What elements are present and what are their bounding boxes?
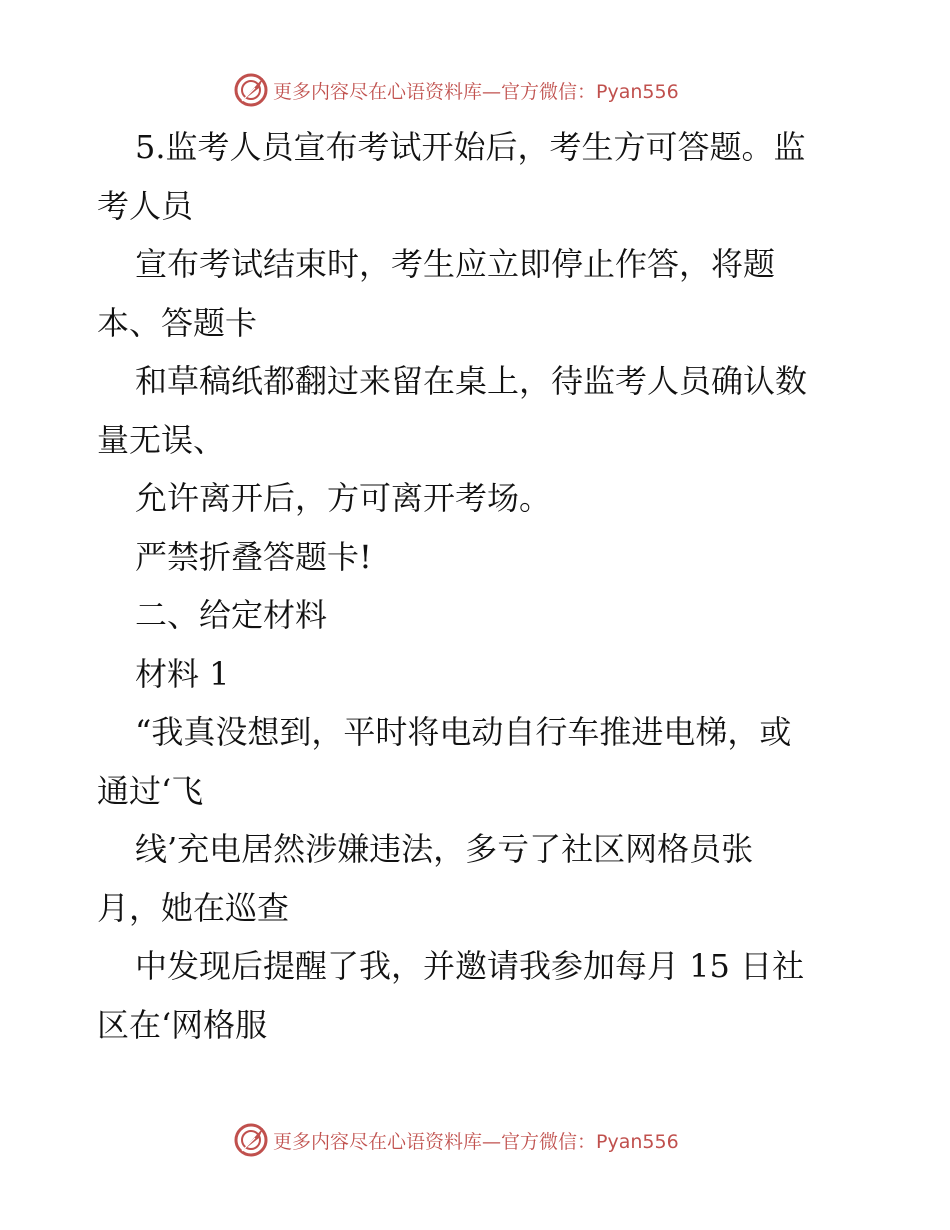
text-line: 量无误、: [97, 420, 226, 459]
text-line: 本、答题卡: [97, 303, 258, 342]
watermark-text: 更多内容尽在心语资料库—: [273, 1130, 502, 1153]
text-line: 严禁折叠答题卡!: [135, 537, 372, 576]
watermark-wechat: 官方微信：Pyan556: [501, 1130, 679, 1153]
text-line: 中发现后提醒了我，并邀请我参加每月 15 日社: [135, 947, 805, 985]
text-line: 线’充电居然涉嫌违法，多亏了社区网格员张: [135, 830, 754, 868]
watermark-header: [233, 72, 679, 108]
quill-logo-icon: [233, 1122, 269, 1158]
watermark-wechat: 官方微信：Pyan556: [501, 80, 679, 103]
text-line: 宣布考试结束时，考生应立即停止作答，将题: [135, 245, 776, 283]
text-line: 材料 1: [135, 654, 230, 693]
text-line: 二、给定材料: [135, 596, 328, 634]
watermark-text: 更多内容尽在心语资料库—: [273, 80, 502, 103]
text-line: 通过‘飞: [97, 771, 204, 810]
text-line: 和草稿纸都翻过来留在桌上，待监考人员确认数: [135, 362, 808, 400]
document-body: [97, 118, 857, 1054]
text-line: 区在‘网格服: [97, 1005, 268, 1044]
text-line: 5.监考人员宣布考试开始后，考生方可答题。监: [135, 128, 806, 166]
text-line: 允许离开后，方可离开考场。: [135, 479, 552, 517]
quill-logo-icon: [233, 72, 269, 108]
text-line: 月，她在巡查: [97, 888, 290, 927]
text-line: 考人员: [97, 186, 194, 225]
watermark-footer: [233, 1122, 679, 1158]
text-line: “我真没想到，平时将电动自行车推进电梯，或: [135, 713, 792, 751]
